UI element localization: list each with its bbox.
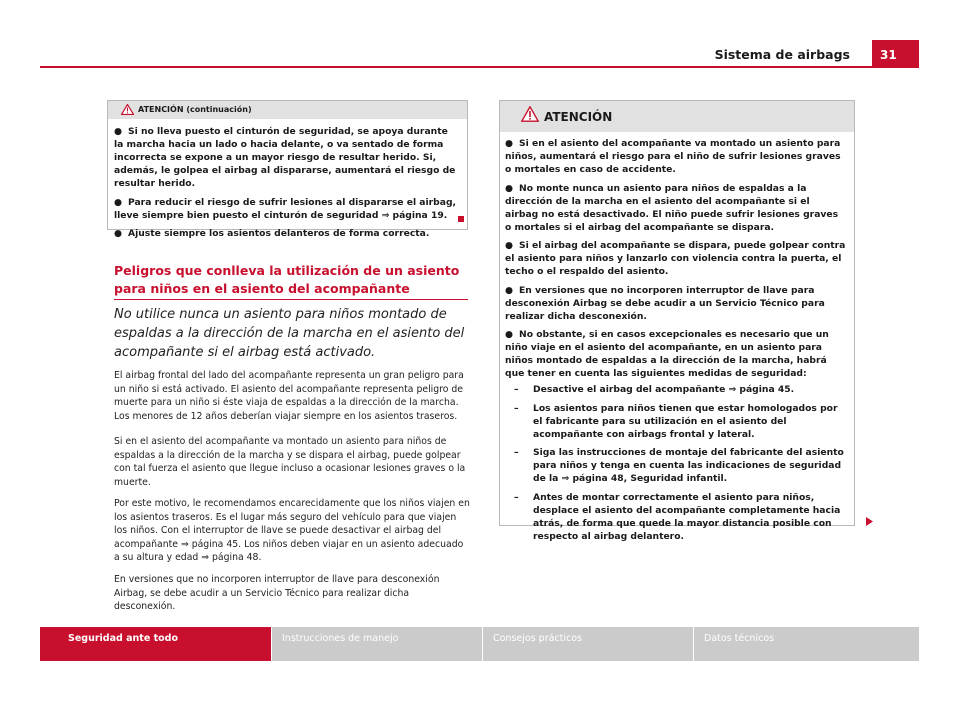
paragraph: Si en el asiento del acompañante va montado un asiento para niños de espaldas a la dirección de la marcha y se dispara el airbag, puede golpear con tal fuerza el asiento que llegue incluso a ocasionar lesiones graves o la muerte. [114, 436, 466, 488]
warning-title: ATENCIÓN [544, 110, 613, 124]
end-of-section-mark [458, 216, 464, 222]
paragraph: En versiones que no incorporen interruptor de llave para desconexión Airbag, se debe acudir a un Servicio Técnico para realizar dicha desconexión. [114, 574, 440, 613]
warning-item: ● No obstante, si en casos excepcionales es necesario que un niño viaje en el asiento del acompañante, en un asiento para niños montado de espaldas a la dirección de la marcha, habrá que tener en cuenta las siguientes medidas de seguridad: [505, 329, 829, 379]
warning-triangle-icon [121, 104, 134, 115]
warning-triangle-icon [521, 106, 539, 122]
heading-rule [114, 299, 468, 300]
warning-title: ATENCIÓN (continuación) [138, 105, 252, 114]
section-heading: Peligros que conlleva la utilización de un asiento para niños en el asiento del acompañante [114, 263, 460, 296]
warning-subitem: – Los asientos para niños tienen que estar homologados por el fabricante para su utilización en el asiento del acompañante con airbags frontal y lateral. [514, 402, 838, 440]
page-number: 31 [880, 48, 897, 62]
warning-box-continued [107, 100, 468, 239]
warning-subitem: – Siga las instrucciones de montaje del fabricante del asiento para niños y tenga en cuenta las indicaciones de seguridad de la ⇒ página 48, Seguridad infantil. [514, 447, 844, 484]
warning-item: ● Ajuste siempre los asientos delanteros de forma correcta. [114, 228, 430, 239]
warning-header [108, 101, 467, 119]
footer-tab-instrucciones[interactable]: Instrucciones de manejo [272, 627, 482, 661]
footer-tab-consejos[interactable]: Consejos prácticos [483, 627, 693, 661]
warning-box [499, 100, 855, 542]
paragraph: El airbag frontal del lado del acompañante representa un gran peligro para un niño si está activado. El asiento del acompañante representa peligro de muerte para un niño si éste viaja de espaldas a la dirección de la marcha. Los menores de 12 años deberían viajar siempre en los asientos traseros. [114, 370, 464, 422]
warning-body [114, 125, 457, 246]
paragraph: Por este motivo, le recomendamos encarecidamente que los niños viajen en los asientos traseros. Es el lugar más seguro del vehículo para que viajen los niños. Con el interruptor de llave se puede desactivar el airbag del acompañante ⇒ página 45. Los niños deben viajar en un asiento adecuado a su altura y edad ⇒ página 48. [114, 498, 470, 564]
continued-arrow-icon [866, 511, 873, 530]
warning-item: ● Si en el asiento del acompañante va montado un asiento para niños, aumentará el riesgo para el niño de sufrir lesiones graves o mortales en caso de accidente. [505, 138, 841, 175]
section-title: Sistema de airbags [714, 47, 850, 62]
page-number-badge [872, 40, 919, 68]
section-intro: No utilice nunca un asiento para niños montado de espaldas a la dirección de la marcha en el asiento del acompañante si el airbag está activado. [114, 307, 465, 360]
warning-item: ● En versiones que no incorporen interruptor de llave para desconexión Airbag se debe acudir a un Servicio Técnico para realizar dicha desconexión. [505, 284, 825, 322]
footer-tab-datos[interactable]: Datos técnicos [694, 627, 919, 661]
warning-item: ● Para reducir el riesgo de sufrir lesiones al dispararse el airbag, lleve siempre bien puesto el cinturón de seguridad ⇒ página 19. [114, 196, 457, 221]
warning-item: ● No monte nunca un asiento para niños de espaldas a la dirección de la marcha en el asiento del acompañante si el airbag no está desactivado. El niño puede sufrir lesiones graves o mortales si el airbag del acompañante se dispara. [505, 182, 839, 233]
warning-subitem: – Desactive el airbag del acompañante ⇒ página 45. [514, 384, 795, 395]
warning-subitem: – Antes de montar correctamente el asiento para niños, desplace el asiento del acompañante completamente hacia atrás, de forma que quede la mayor distancia posible con respecto al airbag delantero. [514, 491, 841, 542]
warning-body [505, 137, 846, 548]
warning-item: ● Si no lleva puesto el cinturón de seguridad, se apoya durante la marcha hacia un lado o hacia delante, o va sentado de forma incorrecta se expone a un mayor riesgo de resultar herido. Si, además, le golpea el airbag al dispararse, aumentará el riesgo de resultar herido. [114, 126, 456, 189]
footer-tab-seguridad[interactable]: Seguridad ante todo [40, 627, 271, 661]
header-rule [40, 66, 919, 68]
warning-item: ● Si el airbag del acompañante se dispara, puede golpear contra el asiento para niños y lanzarlo con violencia contra la puerta, el techo o el respaldo del asiento. [505, 240, 846, 277]
warning-header [500, 101, 854, 132]
